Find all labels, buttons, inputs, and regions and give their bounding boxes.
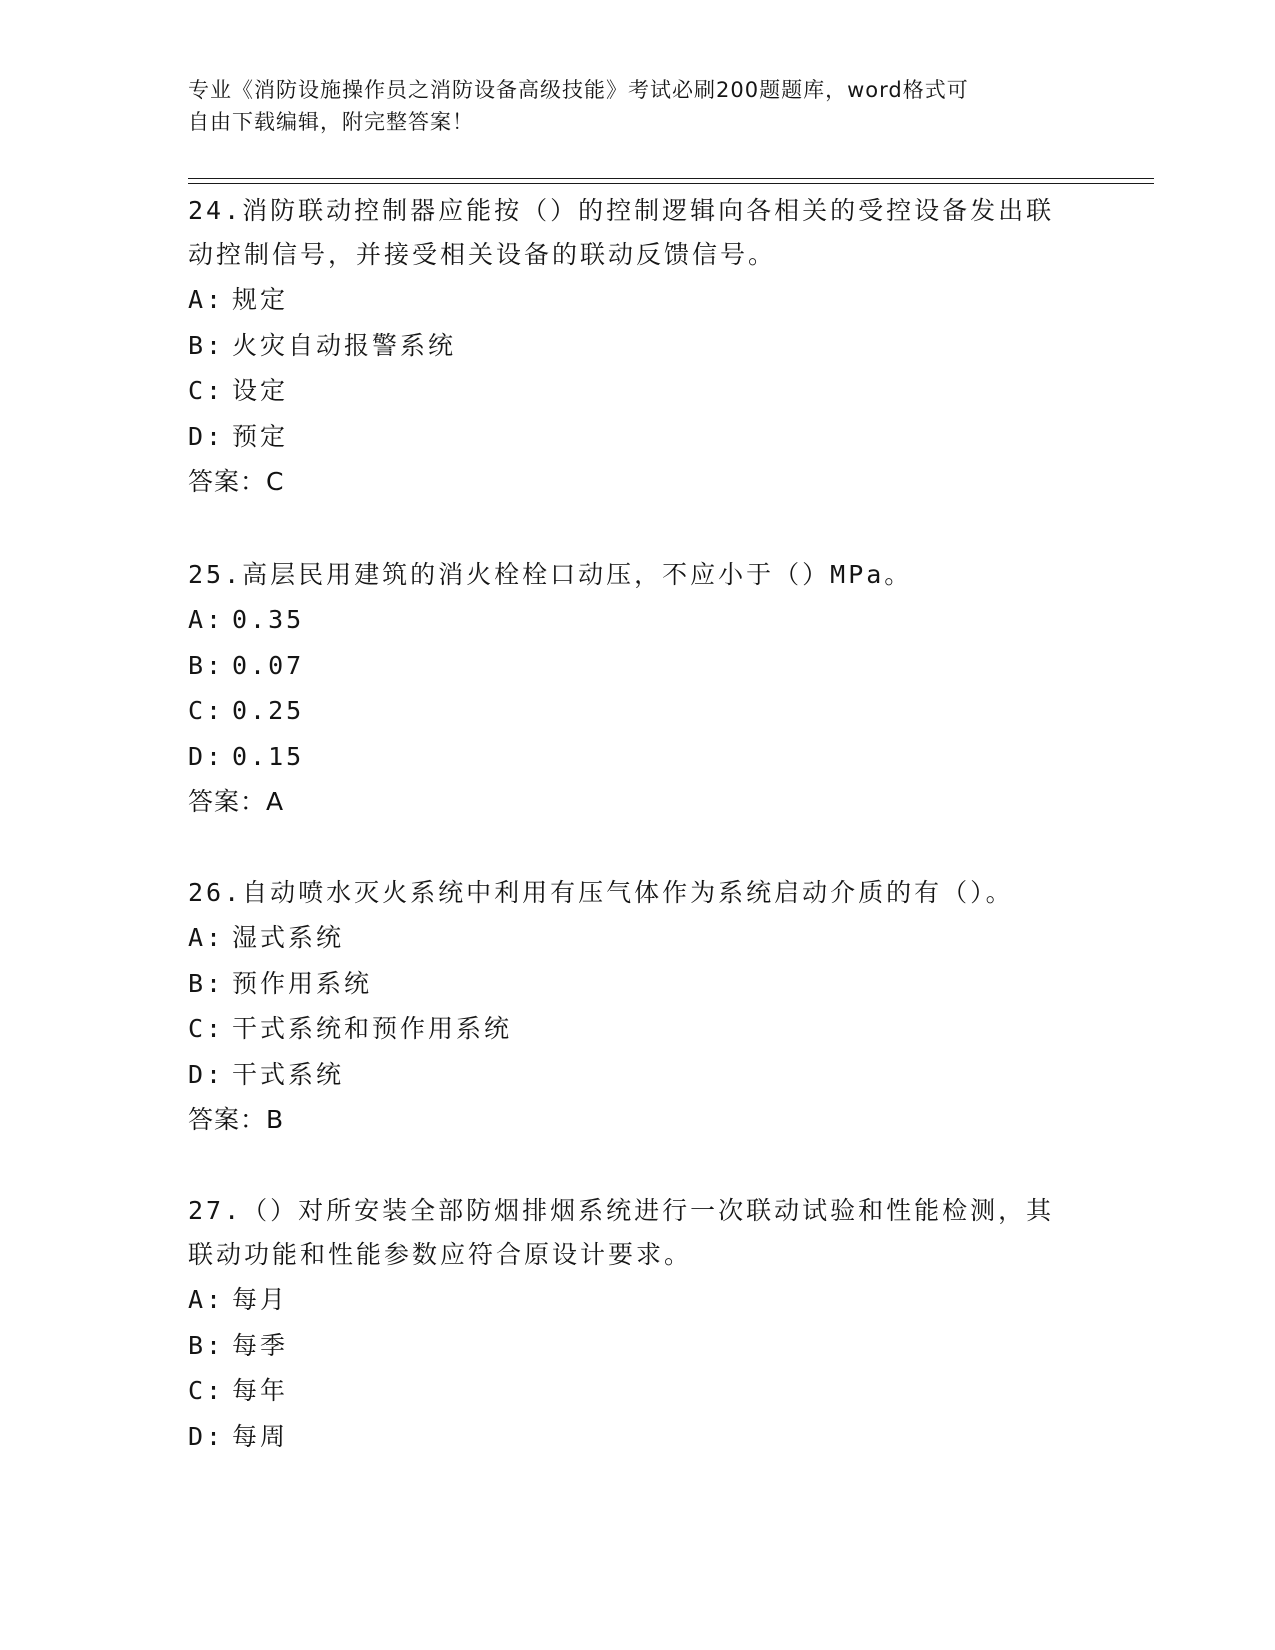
option-text: 0.25 [232, 696, 305, 725]
option-text: 每年 [232, 1376, 289, 1405]
option-text: 设定 [232, 376, 289, 405]
document-header [188, 74, 1068, 138]
option-b [188, 643, 1078, 689]
question-stem [188, 553, 1078, 597]
question-24 [188, 189, 1078, 505]
option-text: 每季 [232, 1330, 289, 1360]
option-b [188, 1323, 1078, 1369]
option-text: 0.07 [232, 650, 305, 680]
option-a [188, 915, 1078, 961]
question-25 [188, 553, 1078, 825]
option-text: 规定 [232, 285, 289, 314]
answer-line: 答案：A [188, 787, 285, 816]
question-26 [188, 871, 1078, 1143]
option-key: A: [188, 285, 225, 314]
option-key: A: [188, 605, 225, 634]
header-line-1: 专业《消防设施操作员之消防设备高级技能》考试必刷200题题库，word格式可 [188, 78, 969, 102]
option-key: C: [188, 1376, 225, 1405]
option-c [188, 688, 1078, 734]
option-a [188, 597, 1078, 643]
option-text: 干式系统和预作用系统 [232, 1014, 513, 1043]
option-key: A: [188, 923, 225, 952]
option-text: 预作用系统 [232, 968, 373, 998]
question-stem [188, 1189, 1078, 1277]
question-stem-line-1: 24.消防联动控制器应能按（）的控制逻辑向各相关的受控设备发出联 [188, 196, 1055, 225]
option-text: 0.35 [232, 605, 305, 634]
answer-line: 答案：C [188, 467, 285, 496]
option-text: 干式系统 [232, 1059, 345, 1089]
option-key: B: [188, 650, 225, 680]
option-key: D: [188, 741, 225, 771]
option-key: B: [188, 1330, 225, 1360]
option-key: B: [188, 330, 225, 360]
question-27 [188, 1189, 1078, 1459]
option-c [188, 1006, 1078, 1052]
option-d [188, 1052, 1078, 1098]
option-text: 每月 [232, 1285, 289, 1314]
option-text: 0.15 [232, 741, 305, 771]
option-key: C: [188, 696, 225, 725]
option-d [188, 1414, 1078, 1460]
option-text: 湿式系统 [232, 923, 345, 952]
question-stem-line-1: 27.（）对所安装全部防烟排烟系统进行一次联动试验和性能检测，其 [188, 1196, 1055, 1225]
option-key: D: [188, 1421, 225, 1451]
option-b [188, 961, 1078, 1007]
option-text: 火灾自动报警系统 [232, 330, 457, 360]
option-a [188, 277, 1078, 323]
question-stem-line-2: 联动功能和性能参数应符合原设计要求。 [188, 1240, 693, 1269]
option-d [188, 734, 1078, 780]
option-a [188, 1277, 1078, 1323]
option-key: C: [188, 376, 225, 405]
option-d [188, 414, 1078, 460]
header-divider-bottom [188, 183, 1154, 184]
option-key: A: [188, 1285, 225, 1314]
option-c [188, 368, 1078, 414]
question-stem-line-1: 25.高层民用建筑的消火栓栓口动压，不应小于（）MPa。 [188, 560, 913, 589]
header-line-2: 自由下载编辑，附完整答案！ [188, 110, 474, 134]
header-divider-top [188, 178, 1154, 179]
question-stem-line-1: 26.自动喷水灭火系统中利用有压气体作为系统启动介质的有（）。 [188, 878, 1014, 907]
option-b [188, 323, 1078, 369]
answer-line: 答案：B [188, 1105, 285, 1134]
option-text: 每周 [232, 1421, 289, 1451]
option-key: B: [188, 968, 225, 998]
question-stem [188, 871, 1078, 915]
question-stem-line-2: 动控制信号，并接受相关设备的联动反馈信号。 [188, 240, 777, 269]
question-stem [188, 189, 1078, 277]
option-key: D: [188, 1059, 225, 1089]
option-key: D: [188, 421, 225, 451]
option-c [188, 1368, 1078, 1414]
option-text: 预定 [232, 421, 289, 451]
option-key: C: [188, 1014, 225, 1043]
